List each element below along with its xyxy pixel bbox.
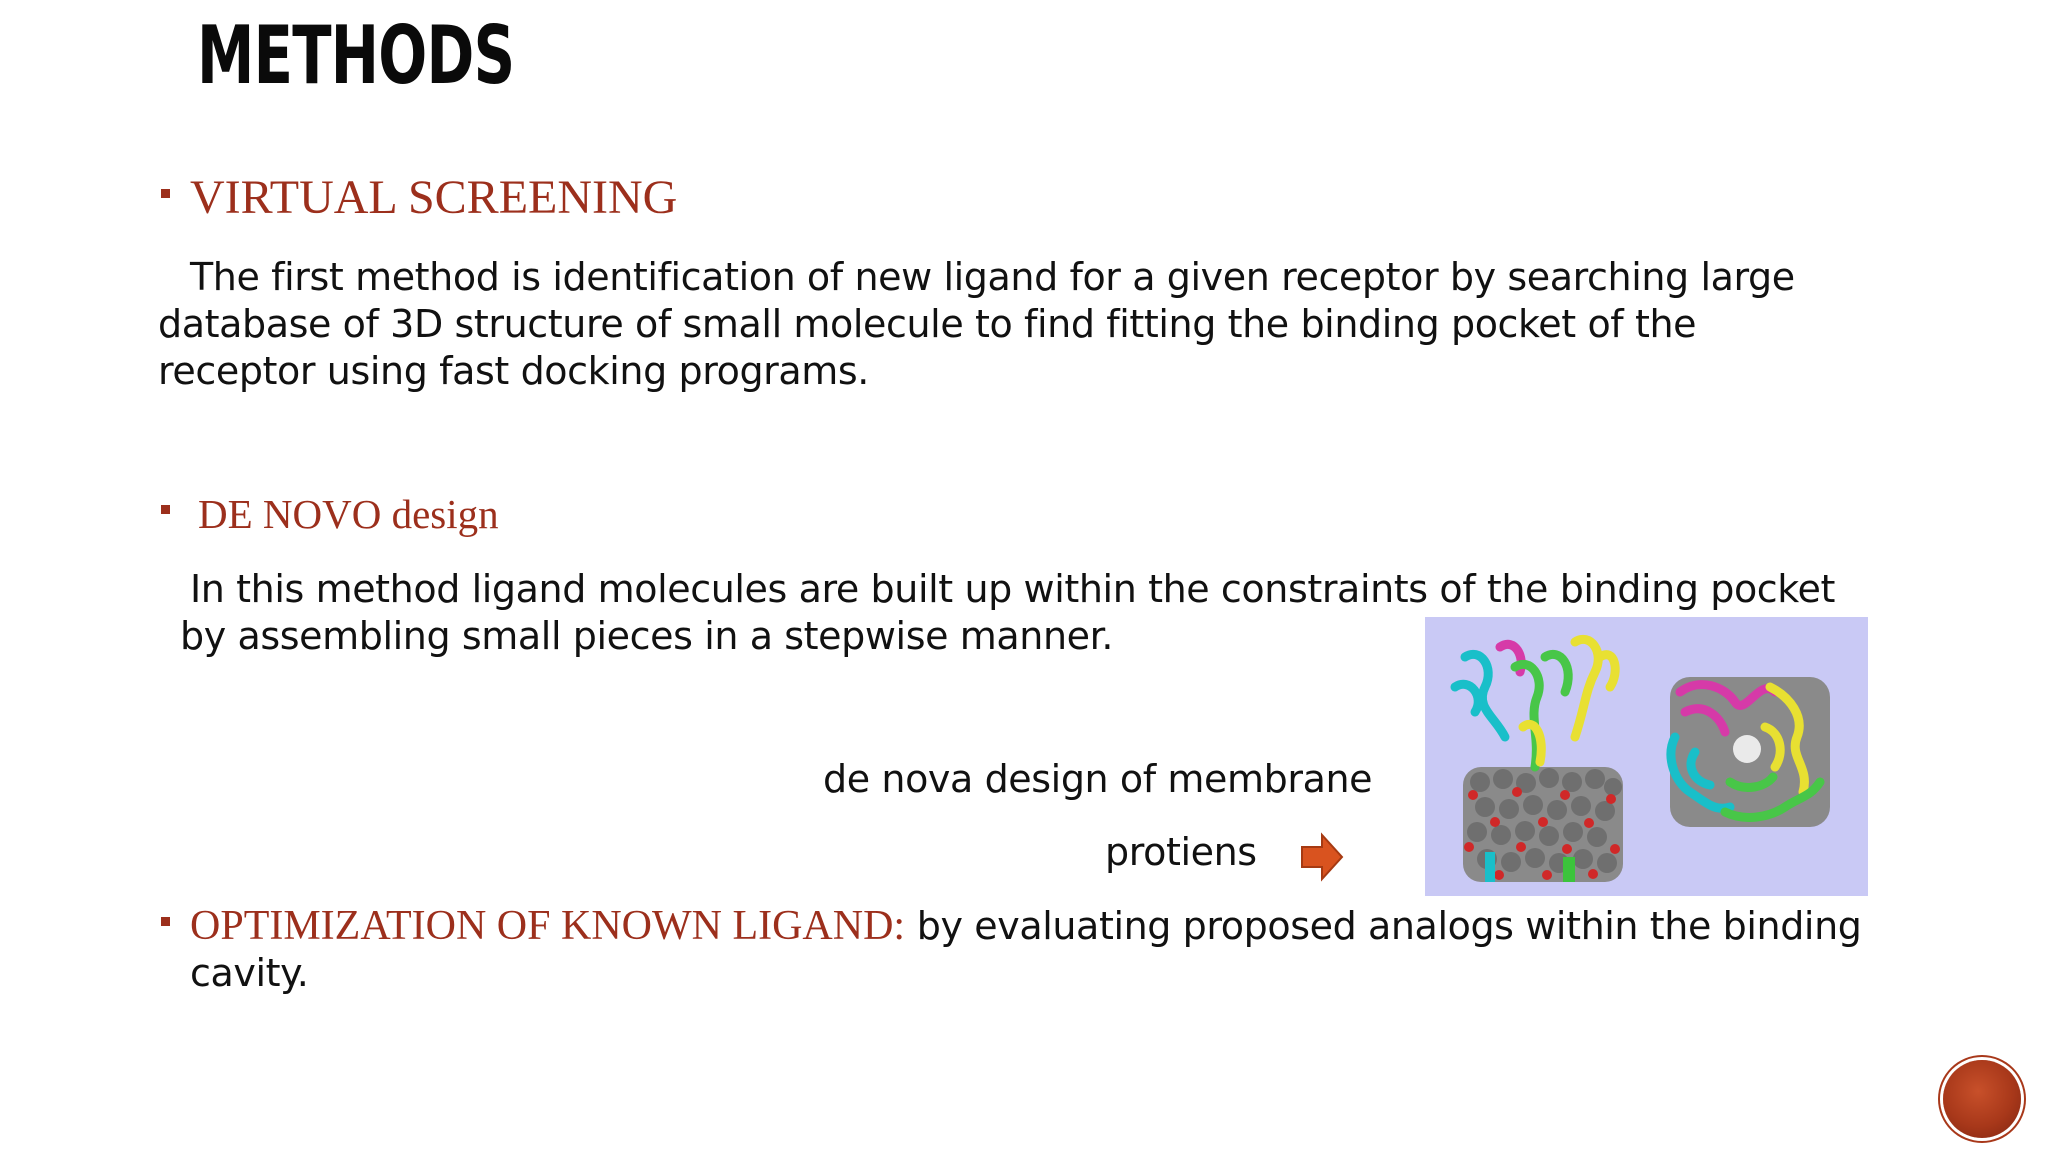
section-heading-optimization: OPTIMIZATION OF KNOWN LIGAND: xyxy=(190,903,906,949)
section-heading-de-novo: DE NOVO design xyxy=(198,491,499,537)
section-body-line: by assembling small pieces in a stepwise manner. xyxy=(180,614,1114,658)
section-optimization-line xyxy=(190,903,1861,951)
bullet-marker xyxy=(161,917,170,926)
section-body-line: database of 3D structure of small molecule to find fitting the binding pocket of the xyxy=(158,302,1697,346)
section-heading-virtual-screening: VIRTUAL SCREENING xyxy=(190,171,678,224)
bullet-marker xyxy=(161,189,170,198)
section-body-line: In this method ligand molecules are built up within the constraints of the binding pocket xyxy=(190,567,1836,611)
figure-caption-line1: de nova design of membrane xyxy=(823,757,1373,801)
right-arrow-icon xyxy=(1300,832,1344,882)
section-body-line: cavity. xyxy=(190,951,309,995)
section-body-line: The first method is identification of new ligand for a given receptor by searching large xyxy=(190,255,1795,299)
bullet-marker xyxy=(161,505,170,514)
slide-title: METHODS xyxy=(197,9,515,102)
next-slide-button[interactable] xyxy=(1943,1060,2021,1138)
figure-caption-line2: protiens xyxy=(1105,830,1257,874)
section-body-inline: by evaluating proposed analogs within the binding xyxy=(905,904,1862,948)
membrane-protein-structure-image xyxy=(1425,617,1868,896)
section-body-line: receptor using fast docking programs. xyxy=(158,349,869,393)
